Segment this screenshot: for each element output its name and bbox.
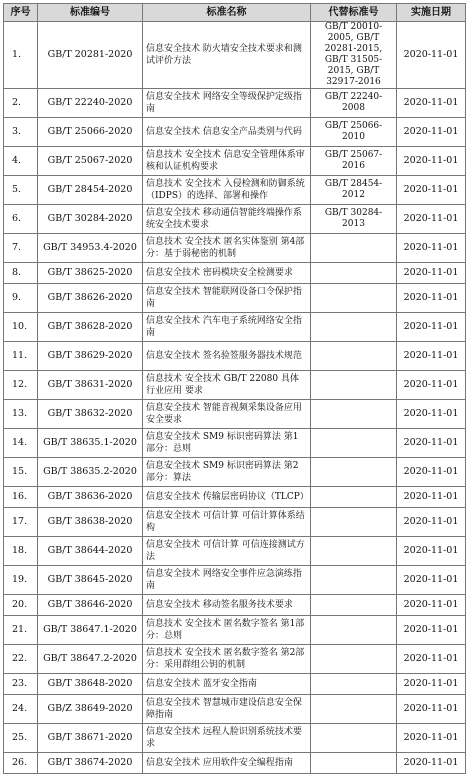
cell-date: 2020-11-01 xyxy=(397,537,466,566)
cell-seq: 5. xyxy=(4,176,38,205)
cell-date: 2020-11-01 xyxy=(397,342,466,371)
table-row xyxy=(4,695,466,724)
cell-seq: 1. xyxy=(4,22,38,89)
cell-name: 信息安全技术 防火墙安全技术要求和测试评价方法 xyxy=(143,22,311,89)
cell-seq: 17. xyxy=(4,508,38,537)
cell-seq: 14. xyxy=(4,429,38,458)
cell-replaces xyxy=(311,400,397,429)
header-row xyxy=(4,4,466,22)
cell-date: 2020-11-01 xyxy=(397,371,466,400)
cell-replaces: GB/T 30284-2013 xyxy=(311,205,397,234)
cell-replaces xyxy=(311,674,397,695)
cell-date: 2020-11-01 xyxy=(397,176,466,205)
cell-code: GB/T 30284-2020 xyxy=(38,205,143,234)
cell-replaces: GB/T 25067-2016 xyxy=(311,147,397,176)
cell-replaces: GB/T 25066-2010 xyxy=(311,118,397,147)
cell-seq: 10. xyxy=(4,313,38,342)
cell-code: GB/T 22240-2020 xyxy=(38,89,143,118)
table-row xyxy=(4,118,466,147)
cell-replaces xyxy=(311,595,397,616)
cell-date: 2020-11-01 xyxy=(397,645,466,674)
cell-date: 2020-11-01 xyxy=(397,147,466,176)
cell-seq: 21. xyxy=(4,616,38,645)
cell-name: 信息安全技术 智慧城市建设信息安全保障指南 xyxy=(143,695,311,724)
cell-name: 信息安全技术 远程人脸识别系统技术要求 xyxy=(143,724,311,753)
header-name: 标准名称 xyxy=(143,4,311,22)
cell-name: 信息安全技术 汽车电子系统网络安全指南 xyxy=(143,313,311,342)
cell-date: 2020-11-01 xyxy=(397,753,466,774)
table-row xyxy=(4,284,466,313)
cell-name: 信息安全技术 蓝牙安全指南 xyxy=(143,674,311,695)
cell-seq: 8. xyxy=(4,263,38,284)
table-row xyxy=(4,753,466,774)
cell-seq: 20. xyxy=(4,595,38,616)
cell-replaces xyxy=(311,645,397,674)
cell-code: GB/T 38671-2020 xyxy=(38,724,143,753)
cell-code: GB/T 38638-2020 xyxy=(38,508,143,537)
cell-name: 信息安全技术 移动通信智能终端操作系统安全技术要求 xyxy=(143,205,311,234)
cell-date: 2020-11-01 xyxy=(397,118,466,147)
cell-code: GB/T 25066-2020 xyxy=(38,118,143,147)
cell-seq: 12. xyxy=(4,371,38,400)
cell-date: 2020-11-01 xyxy=(397,566,466,595)
cell-replaces: GB/T 28454-2012 xyxy=(311,176,397,205)
cell-name: 信息安全技术 可信计算 可信连接测试方法 xyxy=(143,537,311,566)
cell-date: 2020-11-01 xyxy=(397,724,466,753)
cell-code: GB/Z 38649-2020 xyxy=(38,695,143,724)
cell-replaces xyxy=(311,263,397,284)
cell-name: 信息安全技术 网络安全等级保护定级指南 xyxy=(143,89,311,118)
cell-name: 信息安全技术 签名验签服务器技术规范 xyxy=(143,342,311,371)
table-row xyxy=(4,205,466,234)
cell-replaces: GB/T 22240-2008 xyxy=(311,89,397,118)
cell-replaces xyxy=(311,508,397,537)
cell-date: 2020-11-01 xyxy=(397,487,466,508)
cell-replaces xyxy=(311,724,397,753)
cell-name: 信息安全技术 SM9 标识密码算法 第2部分：算法 xyxy=(143,458,311,487)
table-row xyxy=(4,234,466,263)
cell-code: GB/T 38628-2020 xyxy=(38,313,143,342)
cell-name: 信息技术 安全技术 GB/T 22080 具体行业应用 要求 xyxy=(143,371,311,400)
cell-date: 2020-11-01 xyxy=(397,205,466,234)
cell-seq: 19. xyxy=(4,566,38,595)
cell-code: GB/T 38626-2020 xyxy=(38,284,143,313)
table-row xyxy=(4,566,466,595)
cell-name: 信息技术 安全技术 匿名数字签名 第1部分：总则 xyxy=(143,616,311,645)
cell-code: GB/T 38674-2020 xyxy=(38,753,143,774)
cell-replaces xyxy=(311,695,397,724)
cell-date: 2020-11-01 xyxy=(397,616,466,645)
table-row xyxy=(4,89,466,118)
cell-name: 信息安全技术 信息安全产品类别与代码 xyxy=(143,118,311,147)
cell-replaces xyxy=(311,616,397,645)
cell-code: GB/T 38647.2-2020 xyxy=(38,645,143,674)
cell-date: 2020-11-01 xyxy=(397,429,466,458)
table-row xyxy=(4,674,466,695)
cell-replaces xyxy=(311,458,397,487)
cell-seq: 9. xyxy=(4,284,38,313)
table-row xyxy=(4,645,466,674)
cell-name: 信息技术 安全技术 匿名数字签名 第2部分：采用群组公钥的机制 xyxy=(143,645,311,674)
header-date: 实施日期 xyxy=(397,4,466,22)
cell-code: GB/T 20281-2020 xyxy=(38,22,143,89)
cell-replaces xyxy=(311,429,397,458)
cell-code: GB/T 38648-2020 xyxy=(38,674,143,695)
cell-date: 2020-11-01 xyxy=(397,263,466,284)
standards-table xyxy=(3,3,466,774)
cell-code: GB/T 38645-2020 xyxy=(38,566,143,595)
cell-code: GB/T 38629-2020 xyxy=(38,342,143,371)
cell-replaces xyxy=(311,537,397,566)
cell-seq: 11. xyxy=(4,342,38,371)
table-row xyxy=(4,537,466,566)
cell-name: 信息安全技术 密码模块安全检测要求 xyxy=(143,263,311,284)
cell-replaces xyxy=(311,342,397,371)
header-code: 标准编号 xyxy=(38,4,143,22)
cell-date: 2020-11-01 xyxy=(397,674,466,695)
cell-seq: 25. xyxy=(4,724,38,753)
table-row xyxy=(4,263,466,284)
cell-seq: 16. xyxy=(4,487,38,508)
cell-name: 信息技术 安全技术 入侵检测和防御系统（IDPS）的选择、部署和操作 xyxy=(143,176,311,205)
cell-date: 2020-11-01 xyxy=(397,234,466,263)
cell-seq: 24. xyxy=(4,695,38,724)
table-row xyxy=(4,508,466,537)
cell-code: GB/T 38636-2020 xyxy=(38,487,143,508)
header-seq: 序号 xyxy=(4,4,38,22)
cell-seq: 6. xyxy=(4,205,38,234)
cell-replaces xyxy=(311,566,397,595)
cell-replaces xyxy=(311,371,397,400)
cell-name: 信息安全技术 网络安全事件应急演练指南 xyxy=(143,566,311,595)
cell-seq: 3. xyxy=(4,118,38,147)
cell-seq: 7. xyxy=(4,234,38,263)
cell-name: 信息安全技术 SM9 标识密码算法 第1部分：总则 xyxy=(143,429,311,458)
table-body xyxy=(4,22,466,774)
cell-code: GB/T 38635.1-2020 xyxy=(38,429,143,458)
cell-date: 2020-11-01 xyxy=(397,284,466,313)
cell-code: GB/T 38646-2020 xyxy=(38,595,143,616)
table-row xyxy=(4,724,466,753)
table-row xyxy=(4,429,466,458)
cell-code: GB/T 38631-2020 xyxy=(38,371,143,400)
cell-code: GB/T 38625-2020 xyxy=(38,263,143,284)
cell-date: 2020-11-01 xyxy=(397,400,466,429)
cell-name: 信息安全技术 智能音视频采集设备应用安全要求 xyxy=(143,400,311,429)
cell-seq: 13. xyxy=(4,400,38,429)
cell-seq: 2. xyxy=(4,89,38,118)
cell-code: GB/T 28454-2020 xyxy=(38,176,143,205)
table-row xyxy=(4,176,466,205)
cell-code: GB/T 38647.1-2020 xyxy=(38,616,143,645)
cell-code: GB/T 34953.4-2020 xyxy=(38,234,143,263)
cell-name: 信息安全技术 移动签名服务技术要求 xyxy=(143,595,311,616)
cell-seq: 26. xyxy=(4,753,38,774)
cell-code: GB/T 38635.2-2020 xyxy=(38,458,143,487)
cell-date: 2020-11-01 xyxy=(397,313,466,342)
cell-code: GB/T 38644-2020 xyxy=(38,537,143,566)
table-row xyxy=(4,342,466,371)
cell-name: 信息技术 安全技术 信息安全管理体系审核和认证机构要求 xyxy=(143,147,311,176)
cell-date: 2020-11-01 xyxy=(397,595,466,616)
cell-seq: 18. xyxy=(4,537,38,566)
table-row xyxy=(4,487,466,508)
cell-date: 2020-11-01 xyxy=(397,508,466,537)
table-row xyxy=(4,400,466,429)
cell-seq: 15. xyxy=(4,458,38,487)
cell-replaces xyxy=(311,313,397,342)
table-row xyxy=(4,313,466,342)
cell-replaces xyxy=(311,234,397,263)
table-row xyxy=(4,458,466,487)
table-row xyxy=(4,595,466,616)
cell-code: GB/T 25067-2020 xyxy=(38,147,143,176)
cell-seq: 22. xyxy=(4,645,38,674)
cell-name: 信息安全技术 智能联网设备口令保护指南 xyxy=(143,284,311,313)
header-replaces: 代替标准号 xyxy=(311,4,397,22)
cell-code: GB/T 38632-2020 xyxy=(38,400,143,429)
cell-replaces xyxy=(311,753,397,774)
cell-replaces xyxy=(311,284,397,313)
table-row xyxy=(4,371,466,400)
cell-name: 信息安全技术 可信计算 可信计算体系结构 xyxy=(143,508,311,537)
cell-replaces: GB/T 20010-2005, GB/T 20281-2015, GB/T 31505-2015, GB/T 32917-2016 xyxy=(311,22,397,89)
table-row xyxy=(4,616,466,645)
cell-name: 信息安全技术 应用软件安全编程指南 xyxy=(143,753,311,774)
cell-seq: 23. xyxy=(4,674,38,695)
cell-date: 2020-11-01 xyxy=(397,22,466,89)
cell-name: 信息安全技术 传输层密码协议（TLCP） xyxy=(143,487,311,508)
cell-replaces xyxy=(311,487,397,508)
cell-date: 2020-11-01 xyxy=(397,458,466,487)
cell-name: 信息技术 安全技术 匿名实体鉴别 第4部分：基于弱秘密的机制 xyxy=(143,234,311,263)
cell-date: 2020-11-01 xyxy=(397,695,466,724)
table-row xyxy=(4,22,466,89)
table-row xyxy=(4,147,466,176)
cell-seq: 4. xyxy=(4,147,38,176)
cell-date: 2020-11-01 xyxy=(397,89,466,118)
